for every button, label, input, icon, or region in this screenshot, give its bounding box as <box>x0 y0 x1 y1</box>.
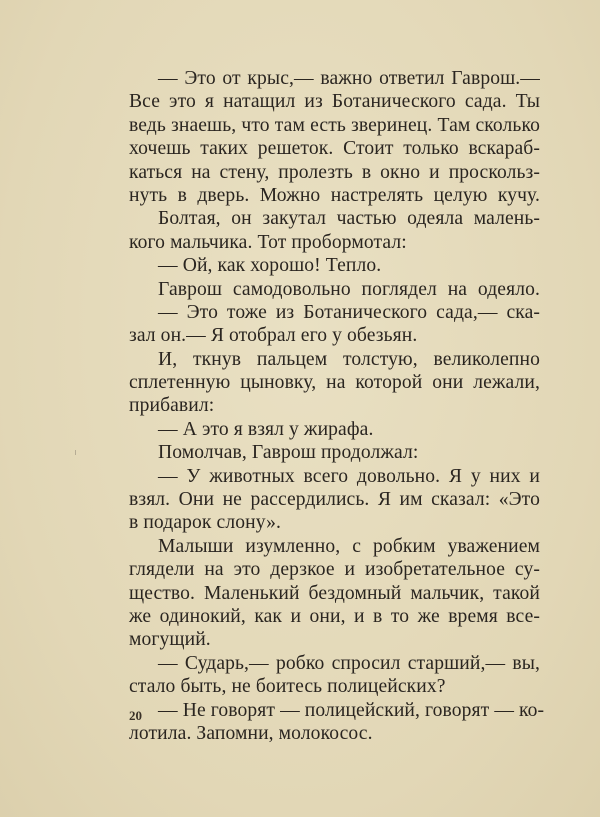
text-line: — Это тоже из Ботанического сада,— ска- <box>158 301 540 323</box>
text-line: каться на стену, пролезть в окно и проскольз- <box>129 161 540 183</box>
text-line: нуть в дверь. Можно настрелять целую кучу. <box>129 184 540 206</box>
text-line: Болтая, он закутал частью одеяла малень- <box>158 208 540 230</box>
text-line: в подарок слону». <box>129 512 281 534</box>
text-line: прибавил: <box>129 395 215 417</box>
page-text-block <box>129 67 545 745</box>
text-line: сплетенную цыновку, на которой они лежали, <box>129 372 540 394</box>
text-line: Малыши изумленно, с робким уважением <box>158 535 540 557</box>
text-line: Помолчав, Гаврош продолжал: <box>158 442 419 464</box>
text-line: — У животных всего довольно. Я у них и <box>158 465 540 487</box>
text-line: глядели на это дерзкое и изобретательное су- <box>129 559 540 581</box>
text-line: ведь знаешь, что там есть зверинец. Там сколько <box>129 114 540 136</box>
text-line: хочешь таких решеток. Стоит только вскараб- <box>129 138 540 160</box>
scan-speck <box>75 450 76 455</box>
text-line: — Не говорят — полицейский, говорят — ко- <box>158 699 545 721</box>
text-line: зал он.— Я отобрал его у обезьян. <box>129 325 418 347</box>
text-line: взял. Они не рассердились. Я им сказал: «Это <box>129 489 540 511</box>
text-line: Гаврош самодовольно поглядел на одеяло. <box>158 278 540 300</box>
text-line: — Сударь,— робко спросил старший,— вы, <box>158 652 540 674</box>
text-line: — Ой, как хорошо! Тепло. <box>158 255 382 277</box>
text-line: лотила. Запомни, молокосос. <box>129 722 373 744</box>
text-line: кого мальчика. Тот пробормотал: <box>129 231 407 253</box>
text-line: — А это я взял у жирафа. <box>158 418 374 440</box>
text-line: И, ткнув пальцем толстую, великолепно <box>158 348 540 370</box>
page-number: 20 <box>129 708 142 723</box>
text-line: щество. Маленький бездомный мальчик, такой <box>129 582 540 604</box>
text-line: Все это я натащил из Ботанического сада. Ты <box>129 91 540 113</box>
text-line: стало быть, не боитесь полицейских? <box>129 676 446 698</box>
text-line: — Это от крыс,— важно ответил Гаврош.— <box>158 68 540 89</box>
text-line: же одинокий, как и они, и в то же время все- <box>129 605 540 627</box>
text-line: могущий. <box>129 629 211 651</box>
